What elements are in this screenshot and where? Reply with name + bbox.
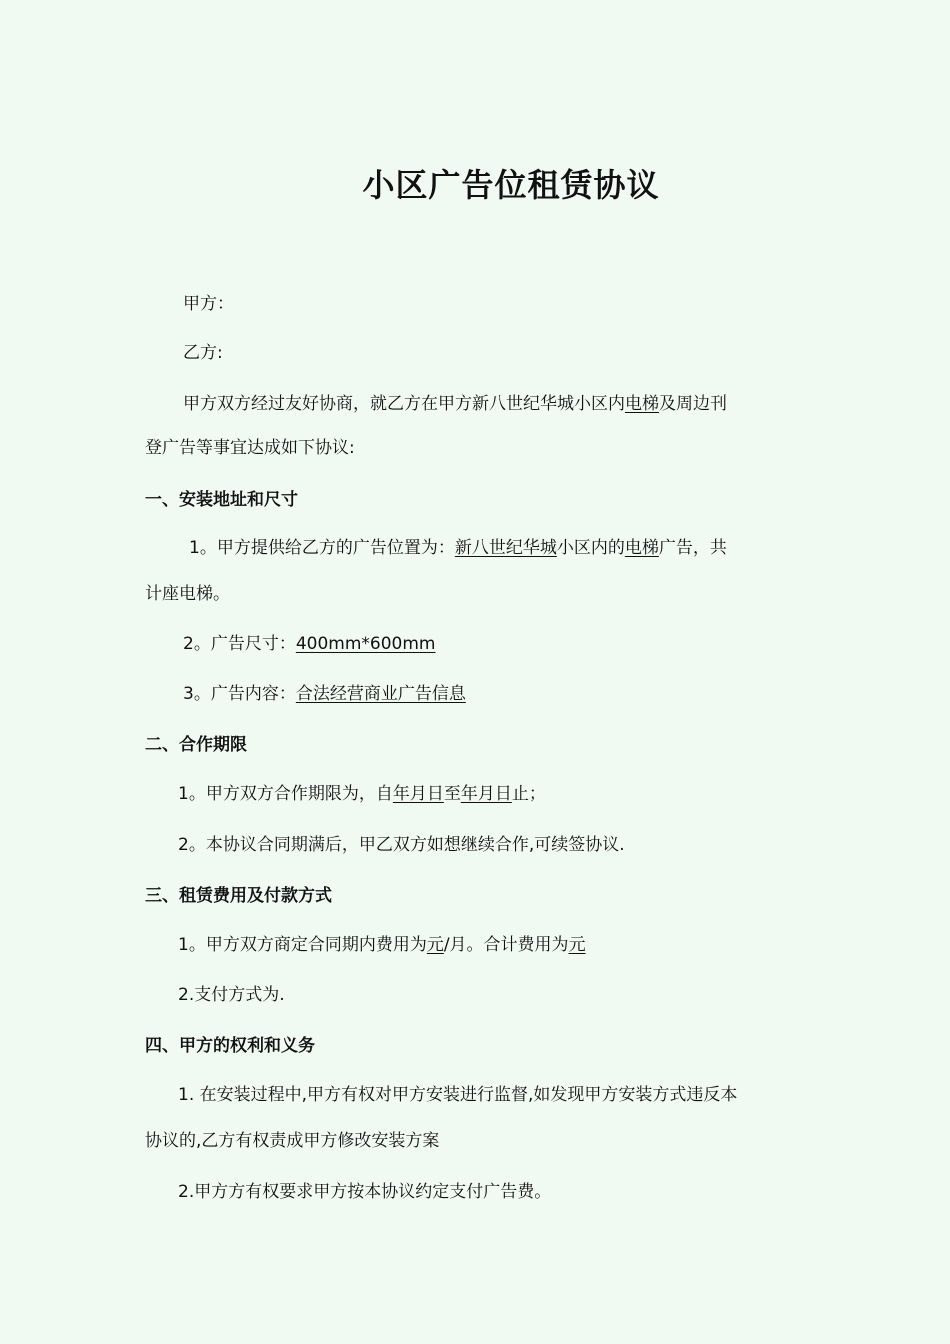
intro-text-end: 及周边刊	[659, 394, 727, 414]
s1-item1-elevator: 电梯	[624, 538, 659, 558]
section-1-item-3	[183, 682, 466, 706]
section-3-item-2: 2.支付方式为.	[178, 985, 285, 1005]
s3-item1-monthly-fee: 元	[426, 935, 444, 955]
section-2-item-1	[178, 782, 546, 806]
intro-text: 甲方双方经过友好协商，就乙方在甲方新八世纪华城小区内	[183, 394, 625, 414]
s2-item1-end-date: 年月日	[460, 784, 512, 804]
party-a-label: 甲方：	[183, 294, 234, 314]
s1-item2-text: 2。广告尺寸：	[183, 634, 296, 654]
section-1-heading: 一、安装地址和尺寸	[145, 490, 298, 510]
section-2-item-2: 2。本协议合同期满后，甲乙双方如想继续合作,可续签协议.	[178, 835, 625, 855]
section-4-heading: 四、甲方的权利和义务	[145, 1036, 315, 1056]
s3-item1-text-2: /月。合计费用为	[443, 935, 569, 955]
intro-underlined-elevator: 电梯	[625, 394, 659, 414]
section-2-heading: 二、合作期限	[145, 735, 247, 755]
section-3-heading: 三、租赁费用及付款方式	[145, 886, 332, 906]
intro-line-2: 登广告等事宜达成如下协议:	[145, 438, 355, 458]
section-4-item-1-line-1: 1. 在安装过程中,甲方有权对甲方安装进行监督,如发现甲方安装方式违反本	[178, 1085, 738, 1105]
section-4-item-2: 2.甲方方有权要求甲方按本协议约定支付广告费。	[178, 1182, 552, 1202]
section-1-item-1	[189, 536, 727, 560]
section-3-item-1	[178, 933, 586, 957]
s1-item1-text-3: 广告，共	[658, 538, 727, 558]
s1-item2-size: 400mm*600mm	[295, 634, 436, 654]
s1-item3-content: 合法经营商业广告信息	[295, 684, 466, 704]
s1-item1-location: 新八世纪华城	[454, 538, 557, 558]
section-1-item-1-cont: 计座电梯。	[145, 584, 230, 604]
s1-item3-text: 3。广告内容：	[183, 684, 296, 704]
s2-item1-text: 1。甲方双方合作期限为，自	[178, 784, 393, 804]
section-4-item-1-line-2: 协议的,乙方有权责成甲方修改安装方案	[145, 1131, 440, 1151]
intro-line-1	[183, 392, 727, 416]
s1-item1-text-2: 小区内的	[556, 538, 625, 558]
section-1-item-2	[183, 632, 435, 656]
party-b-label: 乙方:	[183, 343, 223, 363]
document-title: 小区广告位租赁协议	[362, 166, 660, 204]
s2-item1-to: 至	[443, 784, 461, 804]
s3-item1-total-fee: 元	[568, 935, 586, 955]
s2-item1-start-date: 年月日	[392, 784, 444, 804]
s3-item1-text: 1。甲方双方商定合同期内费用为	[178, 935, 427, 955]
s2-item1-end: 止；	[511, 784, 546, 804]
s1-item1-text: 1。甲方提供给乙方的广告位置为：	[189, 538, 455, 558]
